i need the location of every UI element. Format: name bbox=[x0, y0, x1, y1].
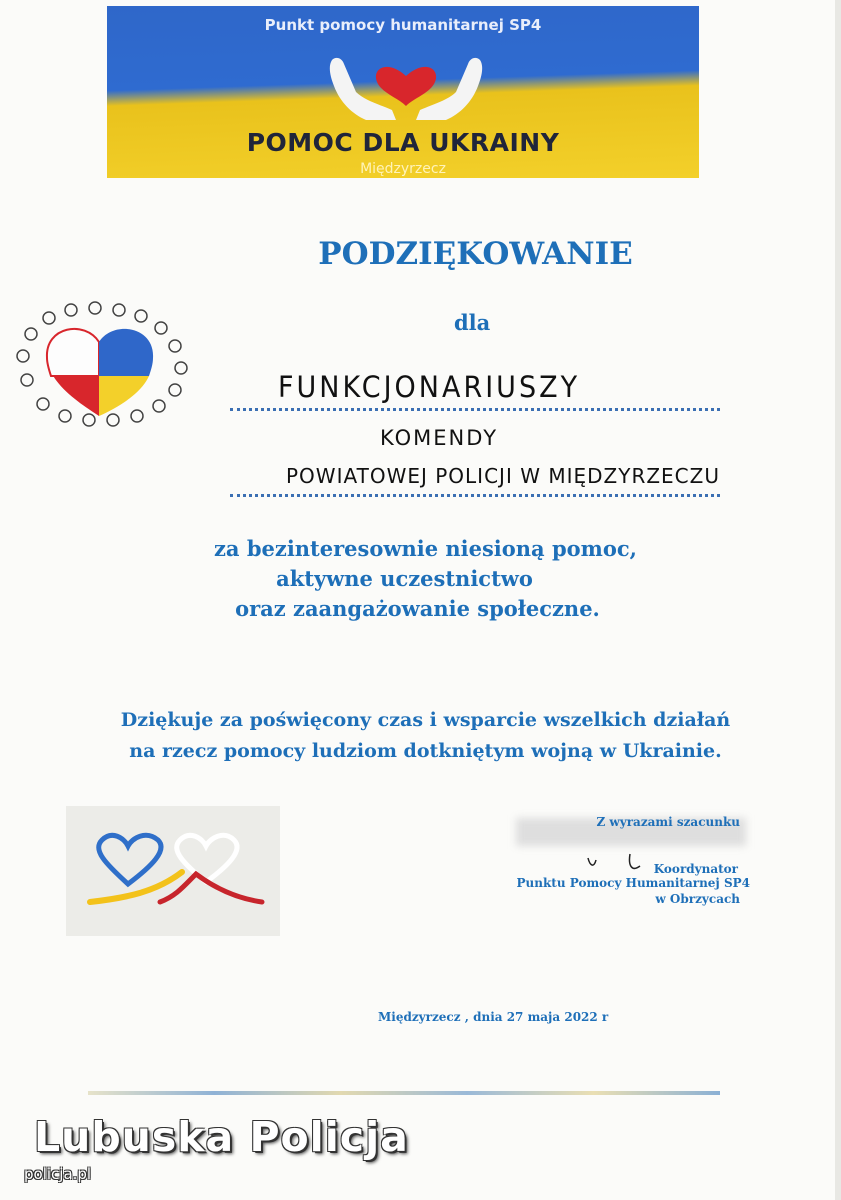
watermark-site: policja.pl bbox=[24, 1165, 92, 1183]
thanks-paragraph bbox=[0, 705, 841, 767]
decorative-strip bbox=[88, 1091, 720, 1095]
regards-text: Z wyrazami szacunku bbox=[596, 815, 740, 829]
thanks-line: Dziękuje za poświęcony czas i wsparcie wszelkich działań bbox=[120, 709, 731, 731]
page-title: PODZIĘKOWANIE bbox=[318, 236, 633, 272]
signature-block bbox=[470, 810, 750, 910]
reason-line: oraz zaangażowanie społeczne. bbox=[235, 596, 600, 621]
banner-title: POMOC DLA UKRAINY bbox=[246, 128, 560, 157]
thanks-line: na rzecz pomocy ludziom dotkniętym wojną w Ukrainie. bbox=[129, 740, 722, 762]
recipient-line-1: FUNKCJONARIUSZY bbox=[278, 370, 581, 405]
two-hearts-icon bbox=[66, 806, 280, 936]
banner-subtitle: Międzyrzecz bbox=[360, 161, 446, 177]
watermark-title: Lubuska Policja bbox=[34, 1113, 409, 1161]
reason-paragraph bbox=[0, 534, 841, 624]
people-circle-heart-icon bbox=[5, 300, 193, 430]
reason-line: za bezinteresownie niesioną pomoc, bbox=[214, 536, 637, 561]
for-label: dla bbox=[454, 310, 491, 335]
two-hearts-logo bbox=[66, 806, 280, 936]
coordinator-org: Punktu Pomocy Humanitarnej SP4 bbox=[516, 876, 750, 890]
dotted-line-1 bbox=[230, 408, 720, 411]
recipient-line-2: KOMENDY bbox=[380, 426, 499, 450]
date-line: Międzyrzecz , dnia 27 maja 2022 r bbox=[378, 1010, 609, 1024]
coordinator-location: w Obrzycach bbox=[655, 892, 740, 906]
hands-heart-icon bbox=[326, 40, 486, 126]
reason-line: aktywne uczestnictwo bbox=[276, 566, 533, 591]
dotted-line-2 bbox=[230, 494, 720, 497]
recipient-line-3: POWIATOWEJ POLICJI W MIĘDZYRZECZU bbox=[286, 464, 720, 488]
banner-top-text: Punkt pomocy humanitarnej SP4 bbox=[264, 16, 542, 34]
banner bbox=[107, 6, 699, 178]
coordinator-role: Koordynator bbox=[653, 862, 738, 876]
